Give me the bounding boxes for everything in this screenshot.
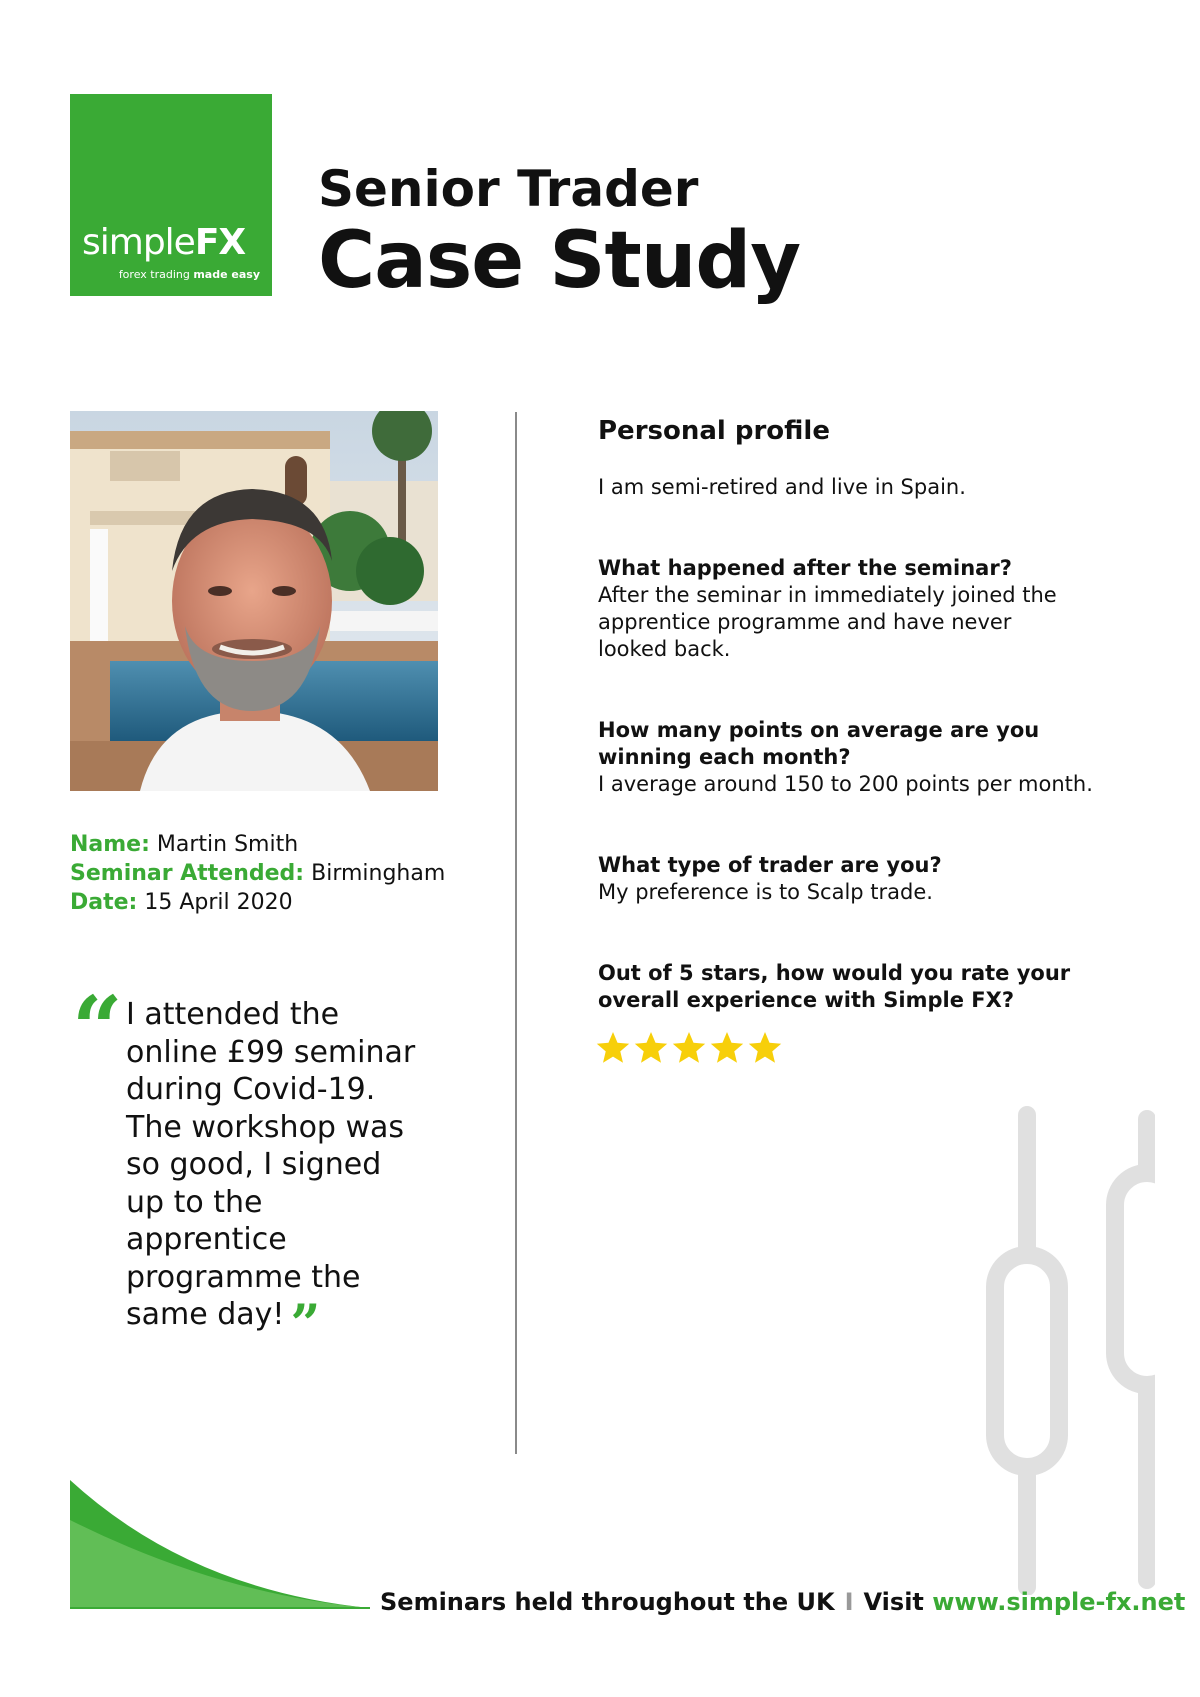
simplefx-logo: [70, 94, 272, 296]
open-quote-mark: “: [72, 976, 123, 1080]
star-icon: [749, 1032, 781, 1063]
trader-photo: [70, 411, 438, 791]
qa-question: How many points on average are you winning each month?: [598, 718, 1040, 769]
qa-item: [598, 717, 1118, 798]
star-icon: [635, 1032, 667, 1063]
info-date: Date: 15 April 2020: [70, 890, 293, 915]
qa-question: Out of 5 stars, how would you rate your overall experience with Simple FX?: [598, 961, 1071, 1012]
qa-item: [598, 960, 1118, 1014]
logo-tagline: forex trading made easy: [118, 268, 260, 281]
profile-intro: I am semi-retired and live in Spain.: [598, 475, 966, 499]
qa-answer: I average around 150 to 200 points per month.: [598, 772, 1093, 796]
qa-item: [598, 852, 1118, 906]
qa-answer: After the seminar in immediately joined the apprentice programme and have never looked back.: [598, 583, 1057, 661]
info-name: Name: Martin Smith: [70, 832, 299, 857]
star-icon: [711, 1032, 743, 1063]
qa-question: What happened after the seminar?: [598, 556, 1012, 580]
logo-brand: simpleFX: [82, 222, 246, 263]
star-rating: [596, 1032, 786, 1070]
testimonial-quote: I attended the online £99 seminar during Covid-19. The workshop was so good, I signed up to the apprentice programme the same day! ”: [126, 997, 416, 1355]
qa-item: [598, 555, 1118, 663]
close-quote-mark: ”: [290, 1294, 321, 1355]
title-line-1: Senior Trader: [318, 160, 699, 218]
candlestick-decoration: [975, 1105, 1155, 1595]
qa-answer: My preference is to Scalp trade.: [598, 880, 933, 904]
website-link[interactable]: www.simple-fx.net: [932, 1588, 1186, 1616]
column-divider: [515, 412, 517, 1454]
footer-text: Seminars held throughout the UK I Visit www.simple-fx.net: [380, 1588, 1186, 1616]
footer-swoosh: [70, 1480, 380, 1610]
info-seminar: Seminar Attended: Birmingham: [70, 861, 446, 886]
star-icon: [673, 1032, 705, 1063]
profile-heading: Personal profile: [598, 416, 830, 446]
qa-question: What type of trader are you?: [598, 853, 942, 877]
star-icon: [597, 1032, 629, 1063]
title-line-2: Case Study: [318, 216, 801, 306]
